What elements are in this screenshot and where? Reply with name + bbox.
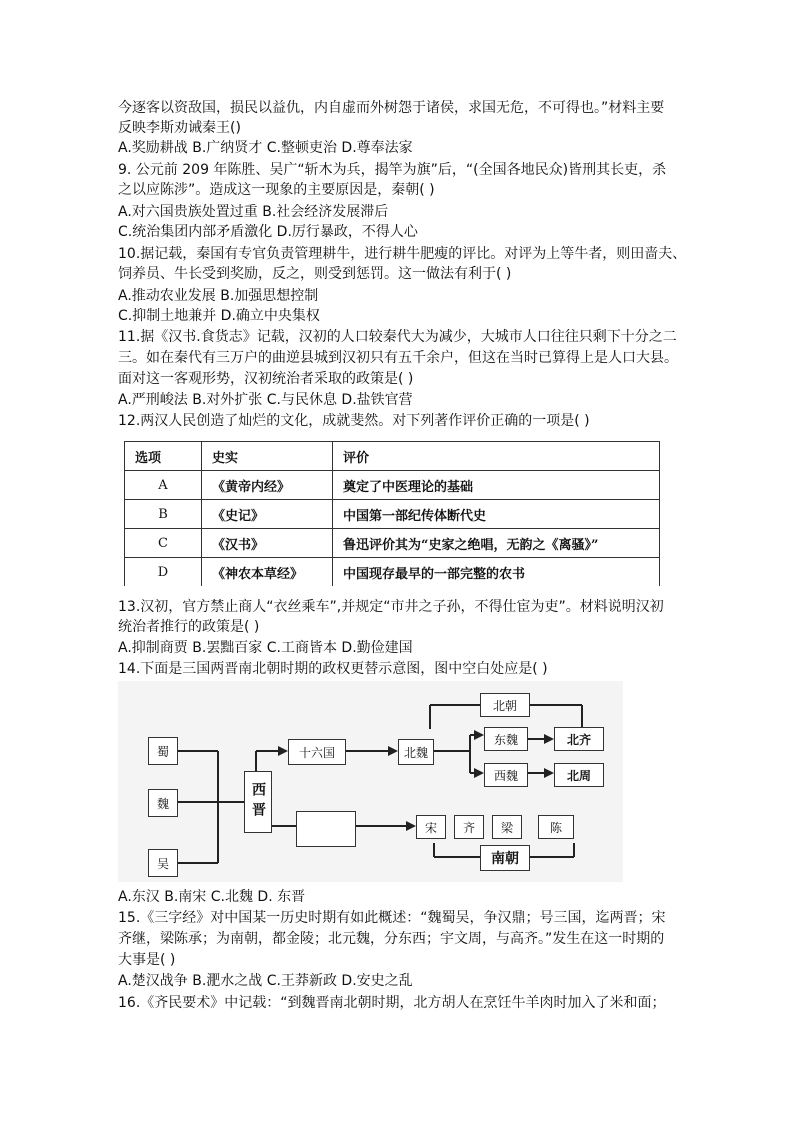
answer-options: A.奖励耕战 B.广纳贤才 C.整顿吏治 D.尊奉法家 [118,140,413,156]
shiliuguo-box: 十六国 [288,739,346,765]
beizhou-box: 北周 [554,763,604,787]
table-row [125,558,660,587]
answer-options: C.统治集团内部矛盾激化 D.厉行暴政，不得人心 [118,224,418,240]
text-line: 之以应陈涉”。造成这一现象的主要原因是，秦朝( ) [118,182,435,198]
text-line: 反映李斯劝诫秦王() [118,120,241,136]
answer-options: A.推动农业发展 B.加强思想控制 [118,288,319,304]
qi-box: 齐 [454,815,484,839]
text-line: 今逐客以资敌国，损民以益仇，内自虚而外树怨于诸侯，求国无危，不可得也。”材料主要 [118,100,665,116]
blank-box [296,811,356,847]
text-line: 三。如在秦代有三万户的曲逆县城到汉初只有五千余户，但这在当时已算得上是人口大县。 [118,350,678,366]
question-15: 15.《三字经》对中国某一历史时期有如此概述：“魏蜀吴，争汉鼎；号三国，迄两晋；宋 [118,910,666,926]
answer-options: C.抑制土地兼并 D.确立中央集权 [118,308,320,324]
question-14: 14.下面是三国两晋南北朝时期的政权更替示意图，图中空白处应是( ) [118,661,548,677]
beiqi-box: 北齐 [554,727,604,751]
table-row [125,471,660,500]
xiwei-box: 西魏 [484,763,528,787]
beichao-box: 北朝 [480,693,530,717]
table-cell: 中国第一部纪传体断代史 [333,500,660,529]
table-cell: 中国现存最早的一部完整的农书 [333,558,660,587]
shu-box: 蜀 [148,737,178,765]
question-12: 12.两汉人民创造了灿烂的文化，成就斐然。对下列著作评价正确的一项是( ) [118,413,590,429]
text-line: 大事是( ) [118,952,176,968]
table-row [125,529,660,558]
table-cell: 《汉书》 [202,529,333,558]
table-cell: 《史记》 [202,500,333,529]
answer-options: A.对六国贵族处置过重 B.社会经济发展滞后 [118,204,389,220]
table-header: 评价 [333,442,660,471]
regime-change-diagram [118,681,623,882]
question-9: 9. 公元前 209 年陈胜、吴广“斩木为兵，揭竿为旗”后，“(全国各地民众)皆刑其长吏，杀 [118,162,667,178]
text-line: 饲养员、牛长受到奖励，反之，则受到惩罚。这一做法有利于( ) [118,266,512,282]
table-header: 选项 [125,442,202,471]
text-line: 齐继，梁陈承；为南朝，都金陵；北元魏，分东西；宇文周，与高齐。”发生在这一时期的 [118,931,665,947]
nanchao-box: 南朝 [480,845,530,871]
table-cell: 《神农本草经》 [202,558,333,587]
liang-box: 梁 [492,815,522,839]
question-11: 11.据《汉书.食货志》记载，汉初的人口较秦代大为减少，大城市人口往往只剩下十分之二 [118,329,677,345]
table-header: 史实 [202,442,333,471]
question-13: 13.汉初，官方禁止商人“衣丝乘车”,并规定“市井之子孙，不得仕宦为吏”。材料说明汉初 [118,599,664,615]
answer-options: A.东汉 B.南宋 C.北魏 D. 东晋 [118,889,306,905]
question-10: 10.据记载，秦国有专官负责管理耕牛，进行耕牛肥瘦的评比。对评为上等牛者，则田啬夫、 [118,246,687,262]
table-cell: D [125,558,202,587]
song-box: 宋 [416,815,446,839]
table-cell: 鲁迅评价其为“史家之绝唱，无韵之《离骚》” [333,529,660,558]
table-cell: C [125,529,202,558]
table-header-row [125,442,660,471]
table-cell: 奠定了中医理论的基础 [333,471,660,500]
text-line: 统治者推行的政策是( ) [118,619,260,635]
answer-options: A.抑制商贾 B.罢黜百家 C.工商皆本 D.勤俭建国 [118,640,413,656]
answer-options: A.楚汉战争 B.淝水之战 C.王莽新政 D.安史之乱 [118,973,413,989]
wei-box: 魏 [148,789,178,817]
chen-box: 陈 [538,815,574,839]
table-cell: B [125,500,202,529]
text-line: 面对这一客观形势，汉初统治者采取的政策是( ) [118,371,414,387]
dongwei-box: 东魏 [484,727,528,751]
table-cell: 《黄帝内经》 [202,471,333,500]
beiwei-box: 北魏 [398,739,434,765]
table-row [125,500,660,529]
question-16: 16.《齐民要术》中记载：“到魏晋南北朝时期，北方胡人在烹饪牛羊肉时加入了米和面； [118,995,666,1011]
wu-box: 吴 [148,849,178,877]
works-evaluation-table [124,441,660,586]
answer-options: A.严刑峻法 B.对外扩张 C.与民休息 D.盐铁官营 [118,392,413,408]
diagram-connectors [118,681,623,882]
table-cell: A [125,471,202,500]
xijin-box: 西晋 [244,771,272,833]
